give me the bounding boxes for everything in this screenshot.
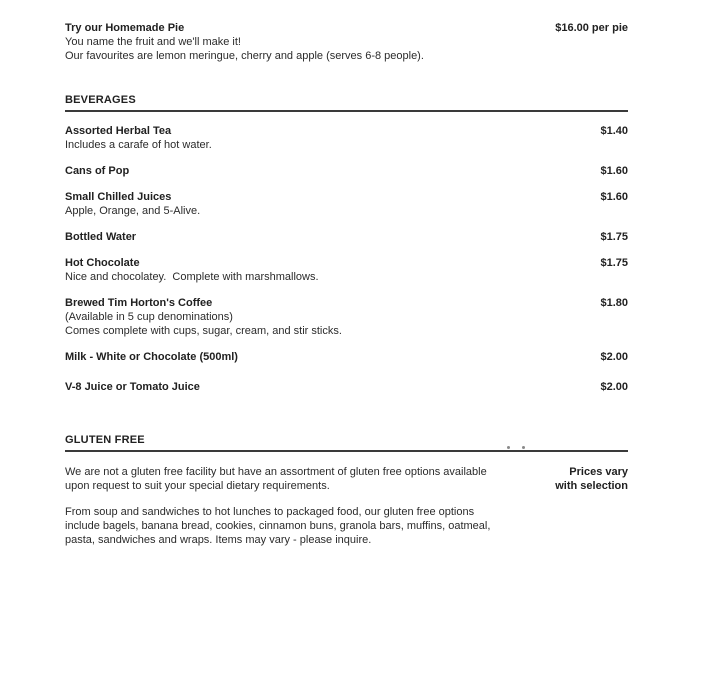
- menu-item-price: $1.60: [600, 191, 628, 203]
- menu-item-name: Small Chilled Juices: [65, 191, 172, 203]
- menu-item-name: Assorted Herbal Tea: [65, 125, 172, 137]
- menu-item-price: $2.00: [600, 351, 628, 363]
- menu-item-row: [65, 296, 628, 310]
- beverages-item-list: [65, 124, 628, 394]
- menu-item: [65, 380, 628, 394]
- scan-artifact-dots: [507, 446, 533, 449]
- menu-item-name: V-8 Juice or Tomato Juice: [65, 381, 200, 393]
- menu-item-name: Milk - White or Chocolate (500ml): [65, 351, 238, 363]
- menu-item: [65, 190, 628, 218]
- menu-item-name: Brewed Tim Horton's Coffee: [65, 297, 213, 309]
- menu-item-row: [65, 21, 628, 35]
- menu-item-name: Bottled Water: [65, 231, 137, 243]
- menu-item-price: $1.75: [600, 257, 628, 269]
- menu-item-description: Comes complete with cups, sugar, cream, and stir sticks.: [65, 325, 342, 337]
- menu-item-price: $1.40: [600, 125, 628, 137]
- section-title: GLUTEN FREE: [65, 434, 145, 446]
- gluten-free-note-text: [65, 465, 487, 493]
- menu-item-row: [65, 164, 628, 178]
- note-line: upon request to suit your special dietary requirements.: [65, 480, 330, 492]
- note-line: We are not a gluten free facility but have an assortment of gluten free options available: [65, 466, 487, 478]
- gluten-free-price-note: [555, 465, 628, 493]
- menu-item: [65, 124, 628, 152]
- menu-item-description: You name the fruit and we'll make it!: [65, 36, 241, 48]
- menu-item-price: $1.60: [600, 165, 628, 177]
- menu-item-price: $2.00: [600, 381, 628, 393]
- menu-item-row: [65, 256, 628, 270]
- menu-item-price: $1.80: [600, 297, 628, 309]
- menu-item: [65, 230, 628, 244]
- menu-item: [65, 256, 628, 284]
- menu-item-description: Includes a carafe of hot water.: [65, 139, 212, 151]
- menu-item-row: [65, 350, 628, 364]
- menu-item-description: Our favourites are lemon meringue, cherry and apple (serves 6-8 people).: [65, 50, 424, 62]
- menu-item: [65, 164, 628, 178]
- menu-item-price: $1.75: [600, 231, 628, 243]
- price-note-line: with selection: [555, 480, 628, 492]
- price-note-line: Prices vary: [569, 466, 628, 478]
- menu-page: [65, 0, 628, 547]
- menu-item-price: $16.00 per pie: [555, 22, 628, 34]
- paragraph-line: pasta, sandwiches and wraps. Items may vary - please inquire.: [65, 534, 372, 546]
- menu-item-description: (Available in 5 cup denominations): [65, 311, 233, 323]
- menu-item-row: [65, 380, 628, 394]
- menu-item: [65, 296, 628, 338]
- paragraph-line: From soup and sandwiches to hot lunches to packaged food, our gluten free options: [65, 506, 475, 518]
- menu-item-row: [65, 190, 628, 204]
- menu-item: [65, 350, 628, 364]
- menu-item-row: [65, 230, 628, 244]
- menu-item-description: Nice and chocolatey. Complete with marshmallows.: [65, 271, 319, 283]
- menu-item-name: Try our Homemade Pie: [65, 22, 185, 34]
- paragraph-line: include bagels, banana bread, cookies, cinnamon buns, granola bars, muffins, oatmeal,: [65, 520, 491, 532]
- menu-item-name: Cans of Pop: [65, 165, 130, 177]
- section-header-beverages: BEVERAGES: [65, 93, 628, 112]
- menu-item-name: Hot Chocolate: [65, 257, 140, 269]
- gluten-free-note: [65, 465, 628, 493]
- section-header-gluten-free: [65, 433, 628, 452]
- featured-menu-item: [65, 21, 628, 63]
- gluten-free-paragraph: [65, 505, 628, 547]
- menu-item-description: Apple, Orange, and 5-Alive.: [65, 205, 201, 217]
- menu-item-row: [65, 124, 628, 138]
